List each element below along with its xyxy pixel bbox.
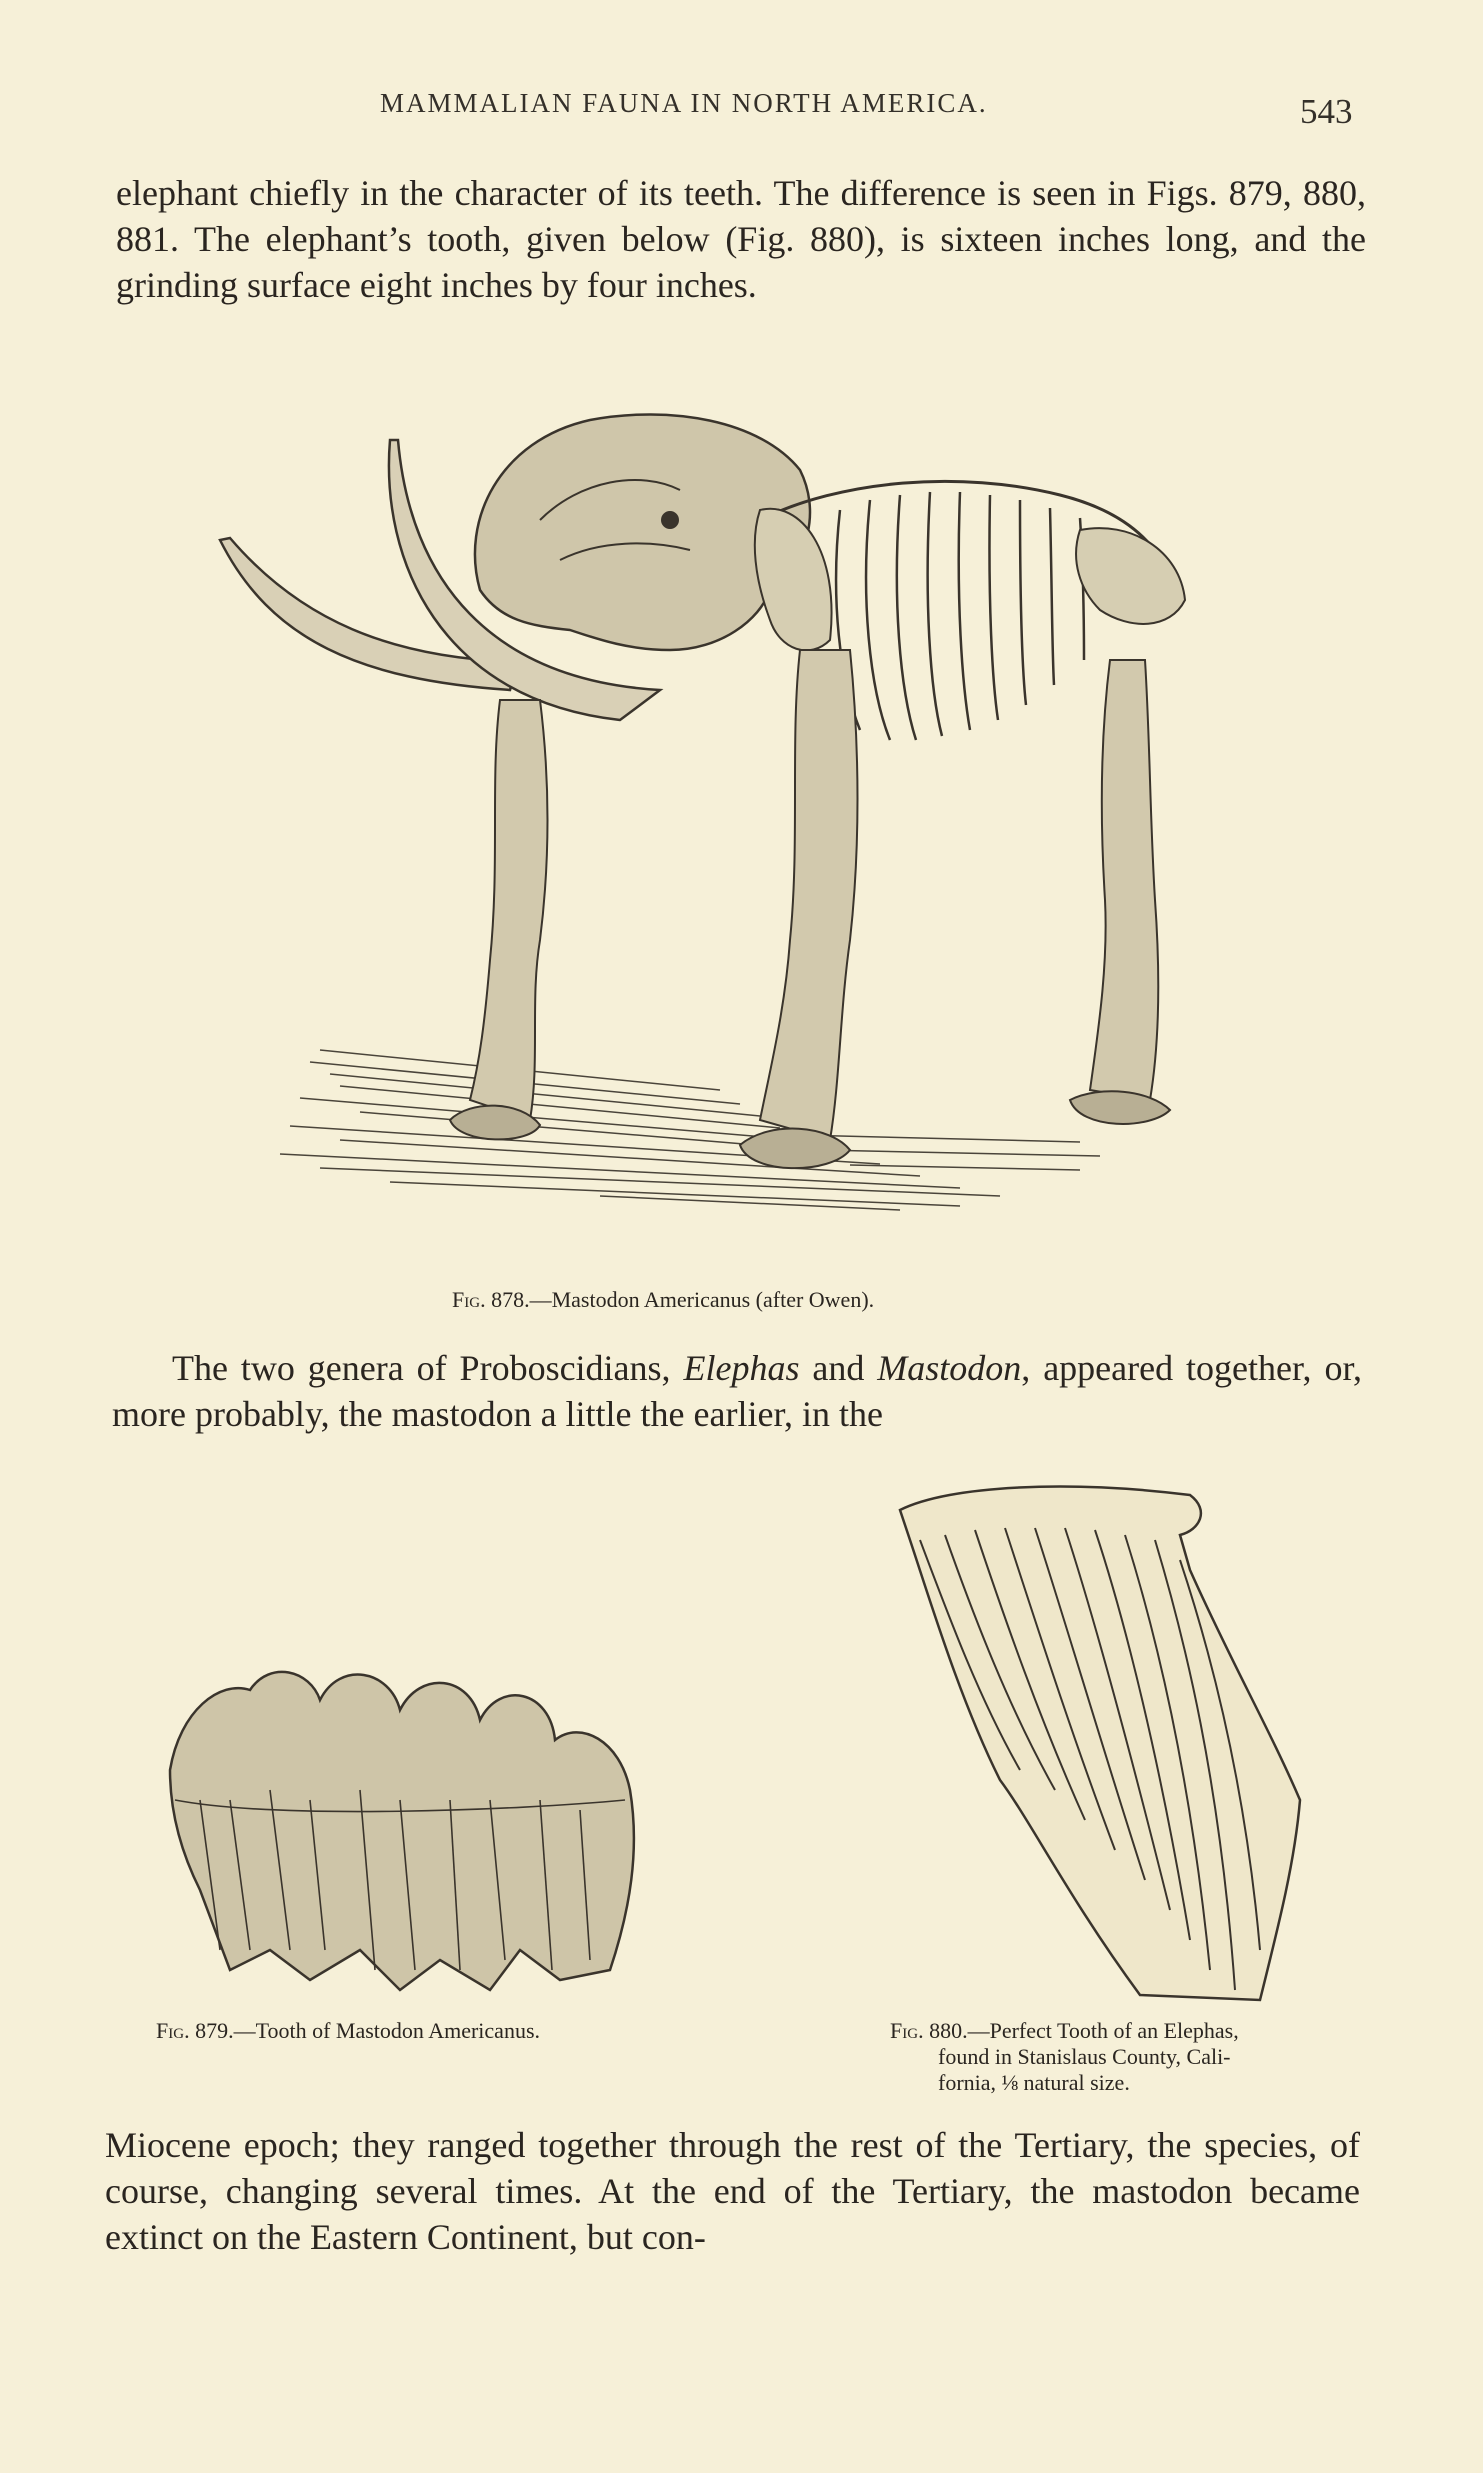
mastodon-tooth-illustration [160,1650,670,2010]
genus-elephas: Elephas [683,1348,800,1388]
caption-fig-880-label: Fig. 880. [890,2018,968,2043]
shoulder-blade [755,509,832,651]
paragraph-middle-part-1: The two genera of Proboscidians, [172,1348,684,1388]
paragraph-middle [112,1345,1362,1437]
caption-fig-878 [452,1287,874,1313]
page-number: 543 [1300,92,1353,131]
hind-leg [1090,660,1158,1100]
hind-foot [1070,1091,1170,1124]
front-right-foot [740,1129,850,1169]
paragraph-top: elephant chiefly in the character of its teeth. The difference is seen in Figs. 879, 880, 881. The elephant’s tooth, given below (Fig. 880), is sixteen inches long, and the grinding surface eight inches by four inches. [116,173,1366,305]
caption-fig-880-line-1: —Perfect Tooth of an Elephas, [967,2018,1239,2043]
paragraph-middle-part-2: and [799,1348,878,1388]
caption-fig-879 [156,2018,540,2044]
mastodon-skeleton-illustration [200,400,1260,1280]
left-tusk [220,538,518,690]
caption-fig-878-label: Fig. 878. [452,1287,530,1312]
genus-mastodon: Mastodon [877,1348,1022,1388]
ground-shadow-hatching [280,1050,1100,1210]
front-left-leg [470,700,548,1120]
paragraph-middle-part-3: , appeared together, or, more probably, the mastodon a little the earlier, in the [112,1348,1362,1434]
rib-cage [836,492,1084,740]
elephas-tooth-illustration [890,1480,1310,2010]
caption-fig-880-line-3: fornia, ⅛ natural size. [938,2070,1130,2095]
running-head-title: MAMMALIAN FAUNA IN NORTH AMERICA. [380,88,988,118]
pelvis [1076,528,1185,624]
front-right-leg [760,650,858,1140]
caption-fig-880 [890,2018,1360,2096]
caption-fig-879-text: —Tooth of Mastodon Americanus. [233,2018,540,2043]
caption-fig-879-label: Fig. 879. [156,2018,234,2043]
caption-fig-878-text: —Mastodon Americanus (after Owen). [529,1287,875,1312]
caption-fig-880-line-2: found in Stanislaus County, Cali- [938,2044,1231,2069]
paragraph-bottom: Miocene epoch; they ranged together through the rest of the Tertiary, the species, of course, changing several times. At the end of the Tertiary, the mastodon became extinct on the Eastern Continent, but con- [105,2125,1360,2257]
